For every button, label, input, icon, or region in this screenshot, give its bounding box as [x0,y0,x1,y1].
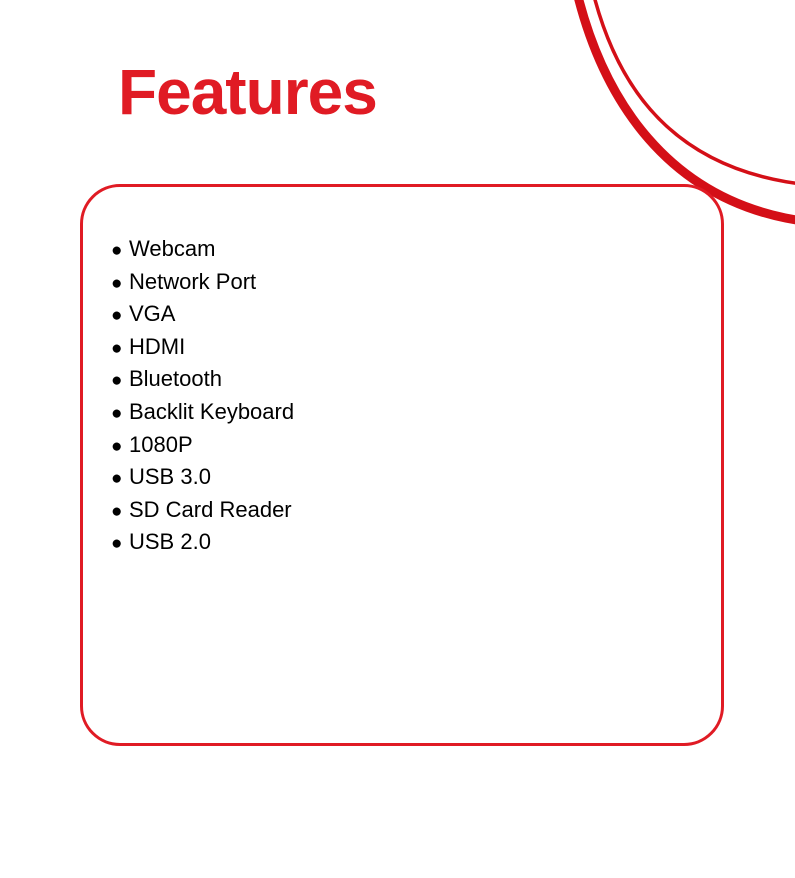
list-item-label: Backlit Keyboard [129,398,295,424]
list-item [111,332,294,365]
list-item-label: USB 2.0 [129,529,211,555]
list-item [111,364,294,397]
bullet-icon: ● [111,533,123,555]
list-item-label: SD Card Reader [129,496,292,522]
list-item [111,462,294,495]
bullet-icon: ● [111,240,123,261]
list-item [111,527,294,560]
list-item-label: HDMI [129,333,186,359]
list-item [111,495,294,528]
bullet-icon: ● [111,402,123,424]
bullet-icon: ● [111,337,123,359]
list-item [111,267,294,300]
bullet-icon: ● [111,500,123,522]
list-item-label: VGA [129,301,176,327]
list-item-label: 1080P [129,431,193,457]
features-list [111,234,294,560]
bullet-icon: ● [111,370,123,392]
list-item [111,299,294,332]
list-item-label: Bluetooth [129,366,222,392]
page-title: Features [118,56,377,128]
list-item-label: Network Port [129,268,257,294]
list-item-label: Webcam [129,236,216,261]
bullet-icon: ● [111,435,123,457]
list-item [111,234,294,267]
list-item [111,430,294,463]
bullet-icon: ● [111,468,123,490]
list-item [111,397,294,430]
list-item-label: USB 3.0 [129,464,211,490]
bullet-icon: ● [111,305,123,327]
bullet-icon: ● [111,272,123,294]
